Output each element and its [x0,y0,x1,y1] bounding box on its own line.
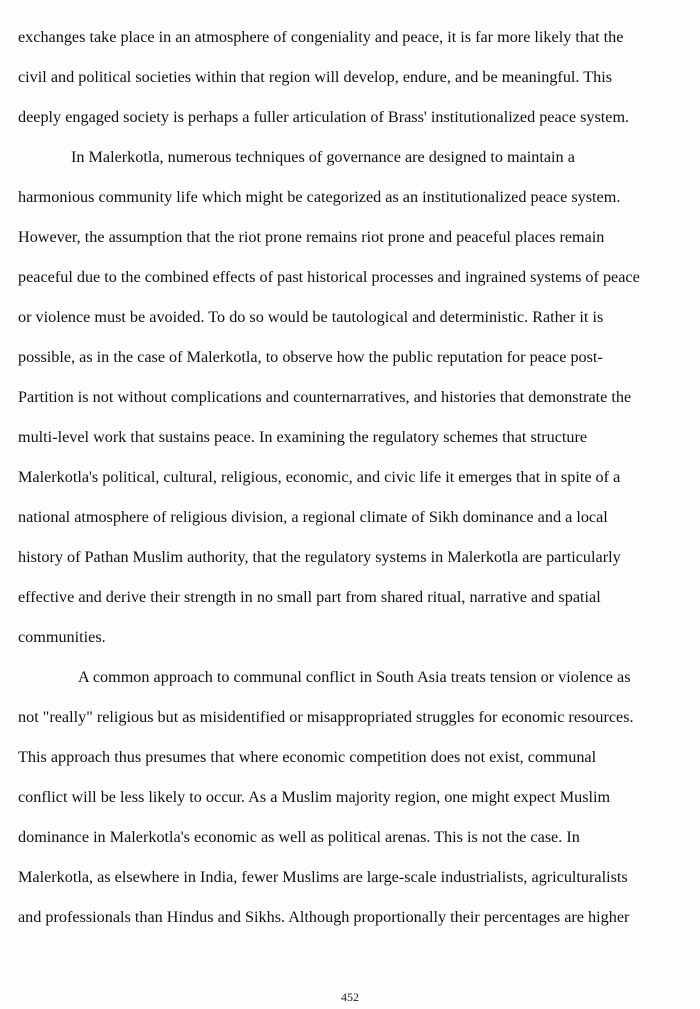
text-line: dominance in Malerkotla's economic as well as political arenas. This is not the case. In [18,828,580,846]
text-line: Partition is not without complications and counternarratives, and histories that demonstrate the [18,388,632,406]
text-line: civil and political societies within that region will develop, endure, and be meaningful. This [18,68,612,86]
paragraph-first-line: A common approach to communal conflict in South Asia treats tension or violence as [78,668,631,686]
text-line: harmonious community life which might be categorized as an institutionalized peace system. [18,188,621,206]
text-line: effective and derive their strength in no small part from shared ritual, narrative and spatial [18,588,601,606]
text-line: possible, as in the case of Malerkotla, to observe how the public reputation for peace post- [18,348,603,366]
text-line: multi-level work that sustains peace. In examining the regulatory schemes that structure [18,428,588,446]
text-line: deeply engaged society is perhaps a fuller articulation of Brass' institutionalized peace system. [18,108,630,126]
text-line: conflict will be less likely to occur. As a Muslim majority region, one might expect Muslim [18,788,611,806]
text-line: This approach thus presumes that where economic competition does not exist, communal [18,748,597,766]
text-line: communities. [18,628,106,646]
text-line: history of Pathan Muslim authority, that the regulatory systems in Malerkotla are particularly [18,548,621,566]
page-number: 452 [341,990,359,1004]
text-line: Malerkotla's political, cultural, religious, economic, and civic life it emerges that in spite of a [18,468,621,486]
paragraph-first-line: In Malerkotla, numerous techniques of governance are designed to maintain a [71,148,575,166]
text-line: national atmosphere of religious division, a regional climate of Sikh dominance and a local [18,508,608,526]
text-line: peaceful due to the combined effects of past historical processes and ingrained systems of peace [18,268,640,286]
text-line: not "really" religious but as misidentified or misappropriated struggles for economic resources. [18,708,634,726]
text-line: Malerkotla, as elsewhere in India, fewer Muslims are large-scale industrialists, agriculturalists [18,868,628,886]
text-line: and professionals than Hindus and Sikhs. Although proportionally their percentages are higher [18,908,630,926]
text-line: However, the assumption that the riot prone remains riot prone and peaceful places remain [18,228,605,246]
text-line: exchanges take place in an atmosphere of congeniality and peace, it is far more likely that the [18,28,624,46]
text-line: or violence must be avoided. To do so would be tautological and deterministic. Rather it is [18,308,604,326]
